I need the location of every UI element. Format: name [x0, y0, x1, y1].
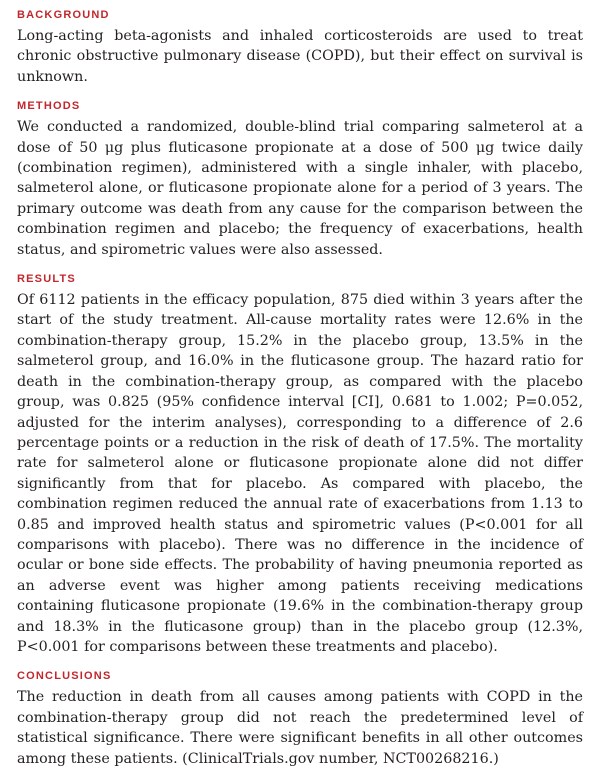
methods-section — [17, 99, 583, 260]
abstract — [17, 8, 583, 781]
results-heading: RESULTS — [17, 273, 76, 286]
conclusions-text: The reduction in death from all causes among patients with COPD in the combination-therapy group did not reach the predetermined level of statistical significance. There were significant benefits in all other outcomes among these patients. (ClinicalTrials.gov number, NCT00268216.) — [17, 689, 583, 767]
methods-text: We conducted a randomized, double-blind trial comparing salmeterol at a dose of 50 μg plus fluticasone propionate at a dose of 500 μg twice daily (combination regimen), administered with a single inhaler, with placebo, salmeterol alone, or fluticasone propionate alone for a period of 3 years. The primary outcome was death from any cause for the comparison between the combination regimen and placebo; the frequency of exacerbations, health status, and spirometric values were also assessed. — [17, 119, 583, 258]
background-section — [17, 8, 583, 87]
background-heading: BACKGROUND — [17, 9, 110, 21]
methods-heading: METHODS — [17, 100, 81, 113]
conclusions-heading: CONCLUSIONS — [17, 670, 112, 683]
background-text: Long-acting beta-agonists and inhaled corticosteroids are used to treat chronic obstructive pulmonary disease (COPD), but their effect on survival is unknown. — [17, 28, 583, 85]
results-text: Of 6112 patients in the efficacy population, 875 died within 3 years after the start of the study treatment. All-cause mortality rates were 12.6% in the combination-therapy group, 15.2% in the placebo group, 13.5% in the salmeterol group, and 16.0% in the fluticasone group. The hazard ratio for death in the combination-therapy group, as compared with the placebo group, was 0.825 (95% confidence interval [CI], 0.681 to 1.002; P=0.052, adjusted for the interim analyses), corresponding to a difference of 2.6 percentage points or a reduction in the risk of death of 17.5%. The mortality rate for salmeterol alone or fluticasone propionate alone did not differ significantly from that for placebo. As compared with placebo, the combination regimen reduced the annual rate of exacerbations from 1.13 to 0.85 and improved health status and spirometric values (P<0.001 for all comparisons with placebo). There was no difference in the incidence of ocular or bone side effects. The probability of having pneumonia reported as an adverse event was higher among patients receiving medications containing fluticasone propionate (19.6% in the combination-therapy group and 18.3% in the fluticasone group) than in the placebo group (12.3%, P<0.001 for comparisons between these treatments and placebo). — [17, 292, 583, 655]
conclusions-section — [17, 669, 583, 769]
results-section — [17, 272, 583, 657]
